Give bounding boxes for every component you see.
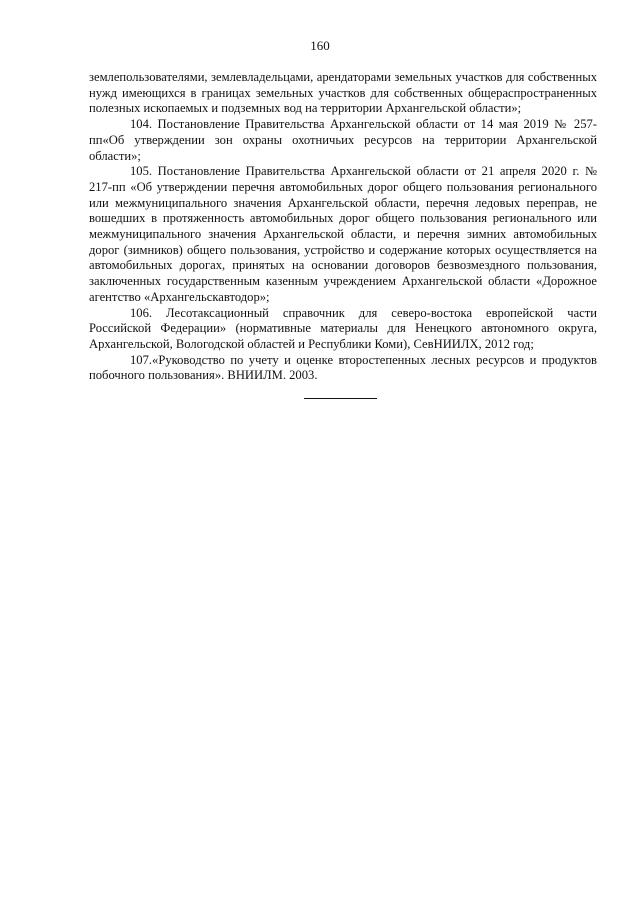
end-divider	[304, 398, 377, 399]
reference-item-105: 105. Постановление Правительства Архангельской области от 21 апреля 2020 г. № 217-пп «Об утверждении перечня автомобильных дорог общего пользования регионального или межмуниципального значения Архангельской области, перечня ледовых переправ, не вошедших в протяженность автомобильных дорог общего пользования регионального или межмуниципального значения Архангельской области, и перечня зимних автомобильных дорог (зимников) общего пользования, устройство и содержание которых осуществляется на автомобильных дорогах, принятых на основании договоров безвозмездного пользования, заключенных государственным казенным учреждением Архангельской области «Дорожное агентство «Архангельскавтодор»;	[89, 164, 597, 304]
reference-item-106: 106. Лесотаксационный справочник для северо-востока европейской части Российской Федерации» (нормативные материалы для Ненецкого автономного округа, Архангельской, Вологодской областей и Республики Коми), СевНИИЛХ, 2012 год;	[89, 305, 597, 351]
page-number: 160	[310, 38, 330, 53]
document-body	[89, 70, 597, 384]
paragraph-continuation: землепользователями, землевладельцами, арендаторами земельных участков для собственных нужд имеющихся в границах земельных участков для собственных общераспространенных полезных ископаемых и подземных вод на территории Архангельской области»;	[89, 70, 597, 116]
reference-item-104: 104. Постановление Правительства Архангельской области от 14 мая 2019 № 257-пп«Об утверждении зон охраны охотничьих ресурсов на территории Архангельской области»;	[89, 117, 597, 163]
reference-item-107: 107.«Руководство по учету и оценке второстепенных лесных ресурсов и продуктов побочного пользования». ВНИИЛМ. 2003.	[89, 352, 597, 383]
